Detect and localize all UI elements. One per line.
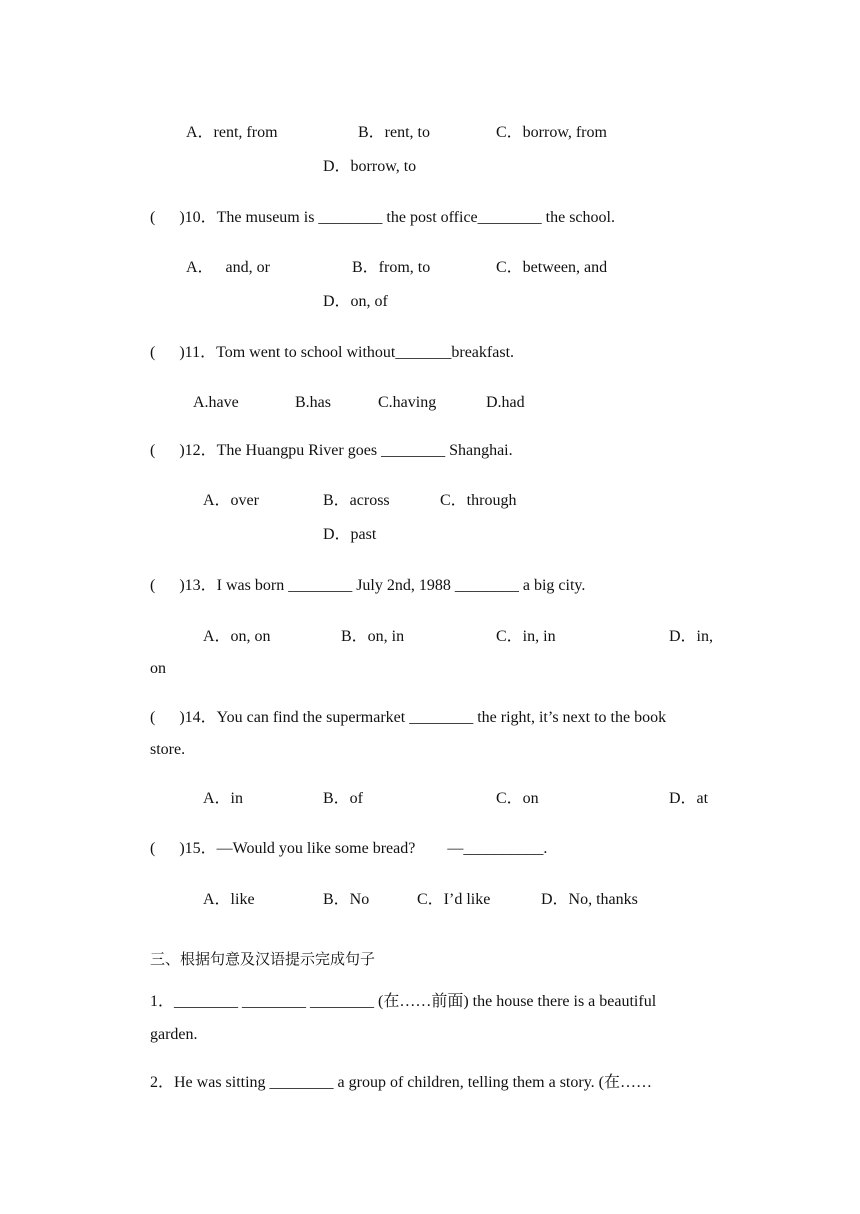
q14-option-a: A．in — [203, 790, 244, 807]
q14-question-wrap: store. — [150, 741, 186, 758]
q14-option-c: C．on — [496, 790, 539, 807]
q10-question: ( )10．The museum is ________ the post office________ the school. — [150, 209, 615, 226]
q9-option-d: D．borrow, to — [323, 158, 417, 175]
q13-option-c: C．in, in — [496, 628, 556, 645]
q15-option-c: C．I’d like — [417, 891, 491, 908]
q12-option-c: C．through — [440, 492, 517, 509]
q14-question: ( )14．You can find the supermarket ________ the right, it’s next to the book — [150, 709, 667, 726]
q13-option-d: D．in, — [669, 628, 714, 645]
q13-option-b: B．on, in — [341, 628, 405, 645]
q12-question: ( )12．The Huangpu River goes ________ Shanghai. — [150, 442, 513, 459]
q14-option-d: D．at — [669, 790, 709, 807]
q10-option-d: D．on, of — [323, 293, 388, 310]
q10-option-a: A． and, or — [186, 259, 270, 276]
q12-option-b: B．across — [323, 492, 390, 509]
q11-option-a: A.have — [193, 394, 239, 411]
q11-option-b: B.has — [295, 394, 331, 411]
q12-option-a: A．over — [203, 492, 259, 509]
section-3-item-2: 2．He was sitting ________ a group of children, telling them a story. (在…… — [150, 1074, 652, 1091]
q14-option-b: B．of — [323, 790, 364, 807]
section-3-item-1: 1．________ ________ ________ (在……前面) the house there is a beautiful — [150, 993, 657, 1010]
q10-option-c: C．between, and — [496, 259, 608, 276]
q9-option-a: A．rent, from — [186, 124, 278, 141]
q11-option-d: D.had — [486, 394, 525, 411]
q13-option-a: A．on, on — [203, 628, 271, 645]
q15-option-a: A．like — [203, 891, 255, 908]
section-3-heading: 三、根据句意及汉语提示完成句子 — [150, 950, 376, 968]
q15-option-d: D．No, thanks — [541, 891, 638, 908]
q9-option-c: C．borrow, from — [496, 124, 607, 141]
q12-option-d: D．past — [323, 526, 377, 543]
q13-question: ( )13．I was born ________ July 2nd, 1988 ________ a big city. — [150, 577, 586, 594]
q11-option-c: C.having — [378, 394, 437, 411]
q13-option-d-wrap: on — [150, 660, 166, 677]
q15-question: ( )15．—Would you like some bread? —__________. — [150, 840, 548, 857]
q11-question: ( )11．Tom went to school without_______breakfast. — [150, 344, 515, 361]
q9-option-b: B．rent, to — [358, 124, 430, 141]
section-3-item-1-wrap: garden. — [150, 1026, 198, 1043]
q15-option-b: B．No — [323, 891, 370, 908]
q10-option-b: B．from, to — [352, 259, 431, 276]
